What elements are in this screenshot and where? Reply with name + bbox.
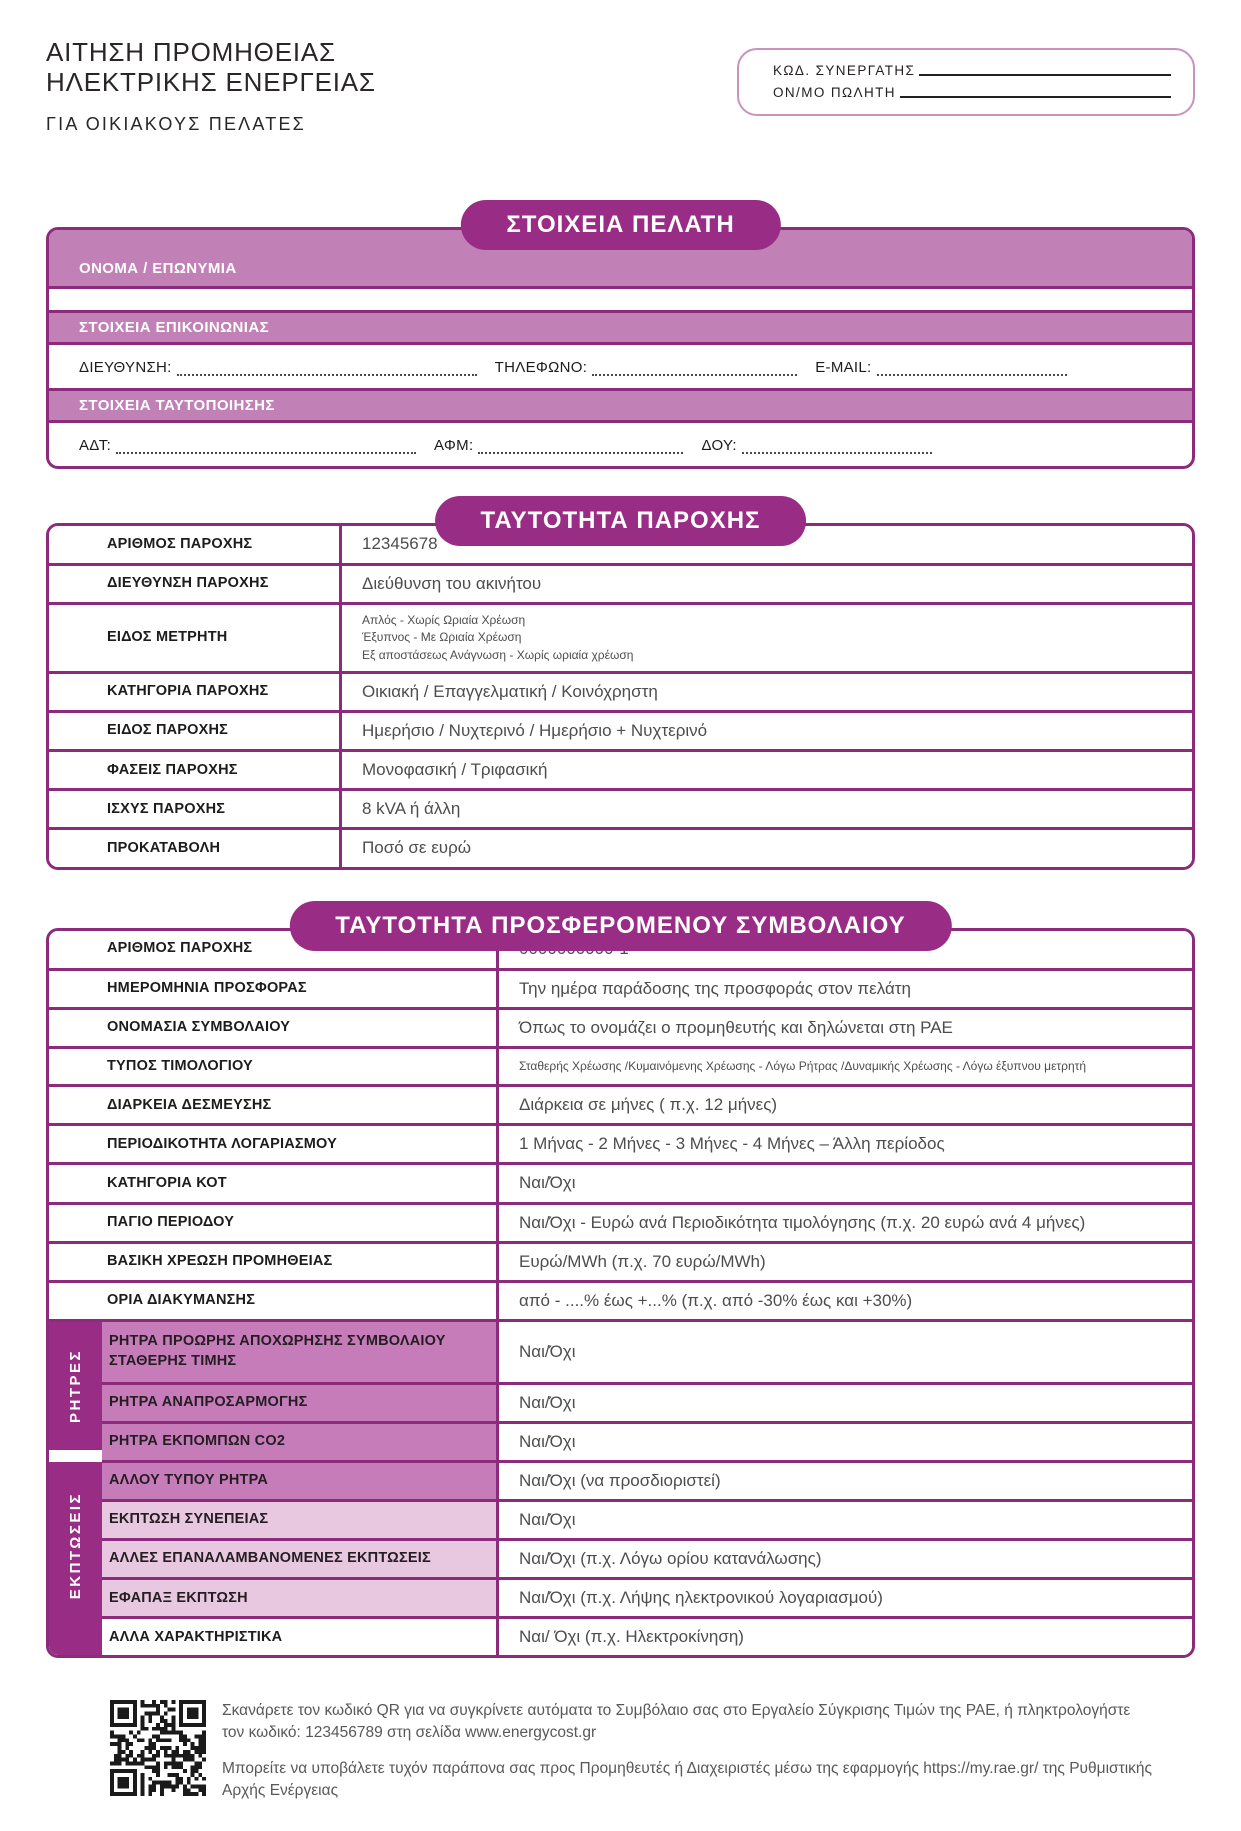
meter-type-option: Έξυπνος - Με Ωριαία Χρέωση bbox=[362, 630, 522, 645]
table-row bbox=[49, 1241, 1192, 1280]
clauses-strip bbox=[49, 1322, 102, 1450]
discounts-strip bbox=[49, 1462, 102, 1656]
row-value: Ναι/Όχι (να προσδιοριστεί) bbox=[519, 1471, 721, 1491]
partner-code-row bbox=[773, 62, 1171, 78]
adt-field bbox=[79, 437, 416, 454]
supply-identity-table bbox=[46, 523, 1195, 870]
row-label: ΕΙΔΟΣ ΜΕΤΡΗΤΗ bbox=[49, 605, 342, 671]
meter-type-option: Εξ αποστάσεως Ανάγνωση - Χωρίς ωριαία χρέωση bbox=[362, 647, 634, 662]
row-label: ΠΕΡΙΟΔΙΚΟΤΗΤΑ ΛΟΓΑΡΙΑΣΜΟΥ bbox=[49, 1126, 499, 1162]
row-value: Ναι/Όχι bbox=[519, 1431, 576, 1451]
table-row bbox=[102, 1538, 1192, 1577]
table-row bbox=[49, 749, 1192, 788]
table-row bbox=[49, 968, 1192, 1007]
row-value: Ναι/ Όχι (π.χ. Ηλεκτροκίνηση) bbox=[519, 1627, 744, 1647]
contract-identity-header: ΤΑΥΤΟΤΗΤΑ ΠΡΟΣΦΕΡΟΜΕΝΟΥ ΣΥΜΒΟΛΑΙΟΥ bbox=[289, 901, 951, 951]
row-value: 12345678 bbox=[362, 534, 438, 554]
row-value: Σταθερής Χρέωσης /Κυμαινόμενης Χρέωσης - Λόγω Ρήτρας /Δυναμικής Χρέωσης - Λόγω έξυπνου μετρητή bbox=[519, 1058, 1087, 1073]
identification-band: ΣΤΟΙΧΕΙΑ ΤΑΥΤΟΠΟΙΗΣΗΣ bbox=[49, 391, 1192, 420]
row-label: ΠΡΟΚΑΤΑΒΟΛΗ bbox=[49, 830, 342, 866]
row-label: ΟΝΟΜΑΣΙΑ ΣΥΜΒΟΛΑΙΟΥ bbox=[49, 1010, 499, 1046]
table-row bbox=[49, 1202, 1192, 1241]
address-input[interactable] bbox=[177, 362, 477, 376]
customer-details-header: ΣΤΟΙΧΕΙΑ ΠΕΛΑΤΗ bbox=[460, 200, 780, 250]
form-subtitle: ΓΙΑ ΟΙΚΙΑΚΟΥΣ ΠΕΛΑΤΕΣ bbox=[46, 113, 306, 134]
supply-identity-header: ΤΑΥΤΟΤΗΤΑ ΠΑΡΟΧΗΣ bbox=[435, 496, 807, 546]
row-value: Ναι/Όχι bbox=[519, 1173, 576, 1193]
row-value: Ναι/Όχι bbox=[519, 1341, 576, 1361]
contract-identity-table bbox=[46, 928, 1195, 1659]
qr-code-icon bbox=[110, 1700, 206, 1796]
strip-gap bbox=[49, 1450, 102, 1462]
table-row bbox=[49, 671, 1192, 710]
afm-input[interactable] bbox=[478, 440, 683, 454]
form-title-line2: ΗΛΕΚΤΡΙΚΗΣ ΕΝΕΡΓΕΙΑΣ bbox=[46, 66, 376, 97]
row-label: ΔΙΕΥΘΥΝΣΗ ΠΑΡΟΧΗΣ bbox=[49, 566, 342, 602]
form-title-block bbox=[46, 38, 376, 135]
table-row bbox=[49, 710, 1192, 749]
doy-field bbox=[701, 437, 931, 454]
meter-type-option: Απλός - Χωρίς Ωριαία Χρέωση bbox=[362, 612, 526, 627]
row-value: Την ημέρα παράδοσης της προσφοράς στον πελάτη bbox=[519, 978, 911, 998]
row-value: Ναι/Όχι bbox=[519, 1392, 576, 1412]
clauses-strip-label: ΡΗΤΡΕΣ bbox=[67, 1348, 84, 1423]
qr-instructions: Σκανάρετε τον κωδικό QR για να συγκρίνετε αυτόματα το Συμβόλαιο σας στο Εργαλείο Σύγκρισης Τιμών της ΡΑΕ, ή πληκτρολογήστε τον κωδικό: 123456789 στη σελίδα www.energycost.gr bbox=[222, 1702, 1131, 1741]
form-title bbox=[46, 38, 376, 98]
footer bbox=[46, 1700, 1195, 1801]
row-label: ΕΚΠΤΩΣΗ ΣΥΝΕΠΕΙΑΣ bbox=[102, 1502, 499, 1538]
customer-details-section bbox=[46, 210, 1195, 469]
identification-fields-row bbox=[49, 420, 1192, 466]
footer-texts bbox=[222, 1700, 1155, 1801]
table-row bbox=[102, 1499, 1192, 1538]
contact-fields-row bbox=[49, 342, 1192, 391]
row-value: Ναι/Όχι bbox=[519, 1510, 576, 1530]
row-label: ΗΜΕΡΟΜΗΝΙΑ ΠΡΟΣΦΟΡΑΣ bbox=[49, 971, 499, 1007]
row-label: ΡΗΤΡΑ ΑΝΑΠΡΟΣΑΡΜΟΓΗΣ bbox=[102, 1385, 499, 1421]
row-label: ΕΦΑΠΑΞ ΕΚΠΤΩΣΗ bbox=[102, 1580, 499, 1616]
contract-identity-section bbox=[46, 911, 1195, 1659]
row-label: ΦΑΣΕΙΣ ΠΑΡΟΧΗΣ bbox=[49, 752, 342, 788]
table-row bbox=[49, 563, 1192, 602]
email-field bbox=[815, 359, 1066, 376]
table-row bbox=[49, 1084, 1192, 1123]
group-strip bbox=[49, 1322, 102, 1656]
contact-band: ΣΤΟΙΧΕΙΑ ΕΠΙΚΟΙΝΩΝΙΑΣ bbox=[49, 313, 1192, 342]
row-value: 8 kVA ή άλλη bbox=[362, 799, 461, 819]
row-label: ΡΗΤΡΑ ΕΚΠΟΜΠΩΝ CO2 bbox=[102, 1424, 499, 1460]
partner-info-box bbox=[737, 48, 1195, 116]
row-label: ΚΑΤΗΓΟΡΙΑ ΚΟΤ bbox=[49, 1165, 499, 1201]
table-row bbox=[49, 602, 1192, 671]
row-label: ΕΙΔΟΣ ΠΑΡΟΧΗΣ bbox=[49, 713, 342, 749]
row-label: ΡΗΤΡΑ ΠΡΟΩΡΗΣ ΑΠΟΧΩΡΗΣΗΣ ΣΥΜΒΟΛΑΙΟΥ ΣΤΑΘΕΡΗΣ ΤΙΜΗΣ bbox=[102, 1322, 499, 1382]
phone-input[interactable] bbox=[592, 362, 797, 376]
row-label: ΚΑΤΗΓΟΡΙΑ ΠΑΡΟΧΗΣ bbox=[49, 674, 342, 710]
row-label: ΑΡΙΘΜΟΣ ΠΑΡΟΧΗΣ bbox=[49, 931, 499, 968]
seller-name-row bbox=[773, 84, 1171, 100]
table-row bbox=[49, 788, 1192, 827]
address-field bbox=[79, 359, 477, 376]
partner-code-field[interactable] bbox=[919, 62, 1171, 76]
row-value: Διάρκεια σε μήνες ( π.χ. 12 μήνες) bbox=[519, 1095, 778, 1115]
phone-field bbox=[495, 359, 798, 376]
table-row bbox=[102, 1460, 1192, 1499]
row-label: ΑΡΙΘΜΟΣ ΠΑΡΟΧΗΣ bbox=[49, 526, 342, 563]
discounts-strip-label: ΕΚΠΤΩΣΕΙΣ bbox=[67, 1492, 84, 1600]
email-label: E-MAIL: bbox=[815, 358, 872, 376]
doy-input[interactable] bbox=[742, 440, 932, 454]
doy-label: ΔΟΥ: bbox=[701, 436, 737, 454]
table-row bbox=[102, 1382, 1192, 1421]
row-value: Ποσό σε ευρώ bbox=[362, 838, 472, 858]
phone-label: ΤΗΛΕΦΩΝΟ: bbox=[494, 358, 588, 376]
table-row bbox=[49, 827, 1192, 866]
table-row bbox=[49, 1123, 1192, 1162]
row-label: ΔΙΑΡΚΕΙΑ ΔΕΣΜΕΥΣΗΣ bbox=[49, 1087, 499, 1123]
row-value: Διεύθυνση του ακινήτου bbox=[362, 573, 542, 593]
customer-name-input-row[interactable] bbox=[49, 286, 1192, 313]
seller-name-label: ΟΝ/ΜΟ ΠΩΛΗΤΗ bbox=[773, 85, 896, 100]
afm-label: ΑΦΜ: bbox=[434, 436, 474, 454]
row-value: Οικιακή / Επαγγελματική / Κοινόχρηστη bbox=[362, 682, 658, 702]
row-value: Όπως το ονομάζει ο προμηθευτής και δηλώνεται στη ΡΑΕ bbox=[519, 1017, 953, 1037]
table-row bbox=[102, 1616, 1192, 1655]
table-row bbox=[49, 1162, 1192, 1201]
afm-field bbox=[434, 437, 683, 454]
adt-input[interactable] bbox=[116, 440, 416, 454]
supply-identity-section bbox=[46, 506, 1195, 870]
row-value: Ναι/Όχι - Ευρώ ανά Περιοδικότητα τιμολόγησης (π.χ. 20 ευρώ ανά 4 μήνες) bbox=[519, 1212, 1086, 1232]
row-value: Ημερήσιο / Νυχτερινό / Ημερήσιο + Νυχτερινό bbox=[362, 721, 708, 741]
seller-name-field[interactable] bbox=[900, 84, 1171, 98]
form-title-line1: ΑΙΤΗΣΗ ΠΡΟΜΗΘΕΙΑΣ bbox=[46, 37, 336, 67]
table-row bbox=[102, 1421, 1192, 1460]
header bbox=[46, 38, 1195, 135]
adt-label: ΑΔΤ: bbox=[79, 436, 112, 454]
row-label: ΒΑΣΙΚΗ ΧΡΕΩΣΗ ΠΡΟΜΗΘΕΙΑΣ bbox=[49, 1244, 499, 1280]
address-label: ΔΙΕΥΘΥΝΣΗ: bbox=[79, 358, 172, 376]
table-row bbox=[49, 1007, 1192, 1046]
row-label: ΑΛΛΑ ΧΑΡΑΚΤΗΡΙΣΤΙΚΑ bbox=[102, 1619, 499, 1655]
row-value: Ναι/Όχι (π.χ. Λόγω ορίου κατανάλωσης) bbox=[519, 1549, 822, 1569]
row-value: Ναι/Όχι (π.χ. Λήψης ηλεκτρονικού λογαριασμού) bbox=[519, 1588, 883, 1608]
partner-code-label: ΚΩΔ. ΣΥΝΕΡΓΑΤΗΣ bbox=[773, 63, 916, 78]
clauses-discounts-group bbox=[49, 1319, 1192, 1656]
row-label: ΑΛΛΕΣ ΕΠΑΝΑΛΑΜΒΑΝΟΜΕΝΕΣ ΕΚΠΤΩΣΕΙΣ bbox=[102, 1541, 499, 1577]
table-row bbox=[49, 1046, 1192, 1085]
name-band: ΟΝΟΜΑ / ΕΠΩΝΥΜΙΑ bbox=[49, 230, 1192, 286]
table-row bbox=[49, 1280, 1192, 1319]
row-value: από - ....% έως +...% (π.χ. από -30% έως και +30%) bbox=[519, 1290, 913, 1310]
table-row bbox=[102, 1322, 1192, 1382]
customer-details-box bbox=[46, 227, 1195, 469]
row-label: ΑΛΛΟΥ ΤΥΠΟΥ ΡΗΤΡΑ bbox=[102, 1463, 499, 1499]
row-label: ΟΡΙΑ ΔΙΑΚΥΜΑΝΣΗΣ bbox=[49, 1283, 499, 1319]
row-label: ΙΣΧΥΣ ΠΑΡΟΧΗΣ bbox=[49, 791, 342, 827]
table-row bbox=[102, 1577, 1192, 1616]
email-input[interactable] bbox=[877, 362, 1067, 376]
complaints-note: Μπορείτε να υποβάλετε τυχόν παράπονα σας προς Προμηθευτές ή Διαχειριστές μέσω της εφαρμογής https://my.rae.gr/ της Ρυθμιστικής Αρχής Ενέργειας bbox=[222, 1760, 1152, 1799]
row-value: 1 Μήνας - 2 Μήνες - 3 Μήνες - 4 Μήνες – Άλλη περίοδος bbox=[519, 1134, 945, 1154]
row-label: ΤΥΠΟΣ ΤΙΜΟΛΟΓΙΟΥ bbox=[49, 1049, 499, 1085]
row-value bbox=[342, 605, 1192, 671]
row-label: ΠΑΓΙΟ ΠΕΡΙΟΔΟΥ bbox=[49, 1205, 499, 1241]
row-value: Μονοφασική / Τριφασική bbox=[362, 760, 548, 780]
row-value: Ευρώ/MWh (π.χ. 70 ευρώ/MWh) bbox=[519, 1251, 766, 1271]
